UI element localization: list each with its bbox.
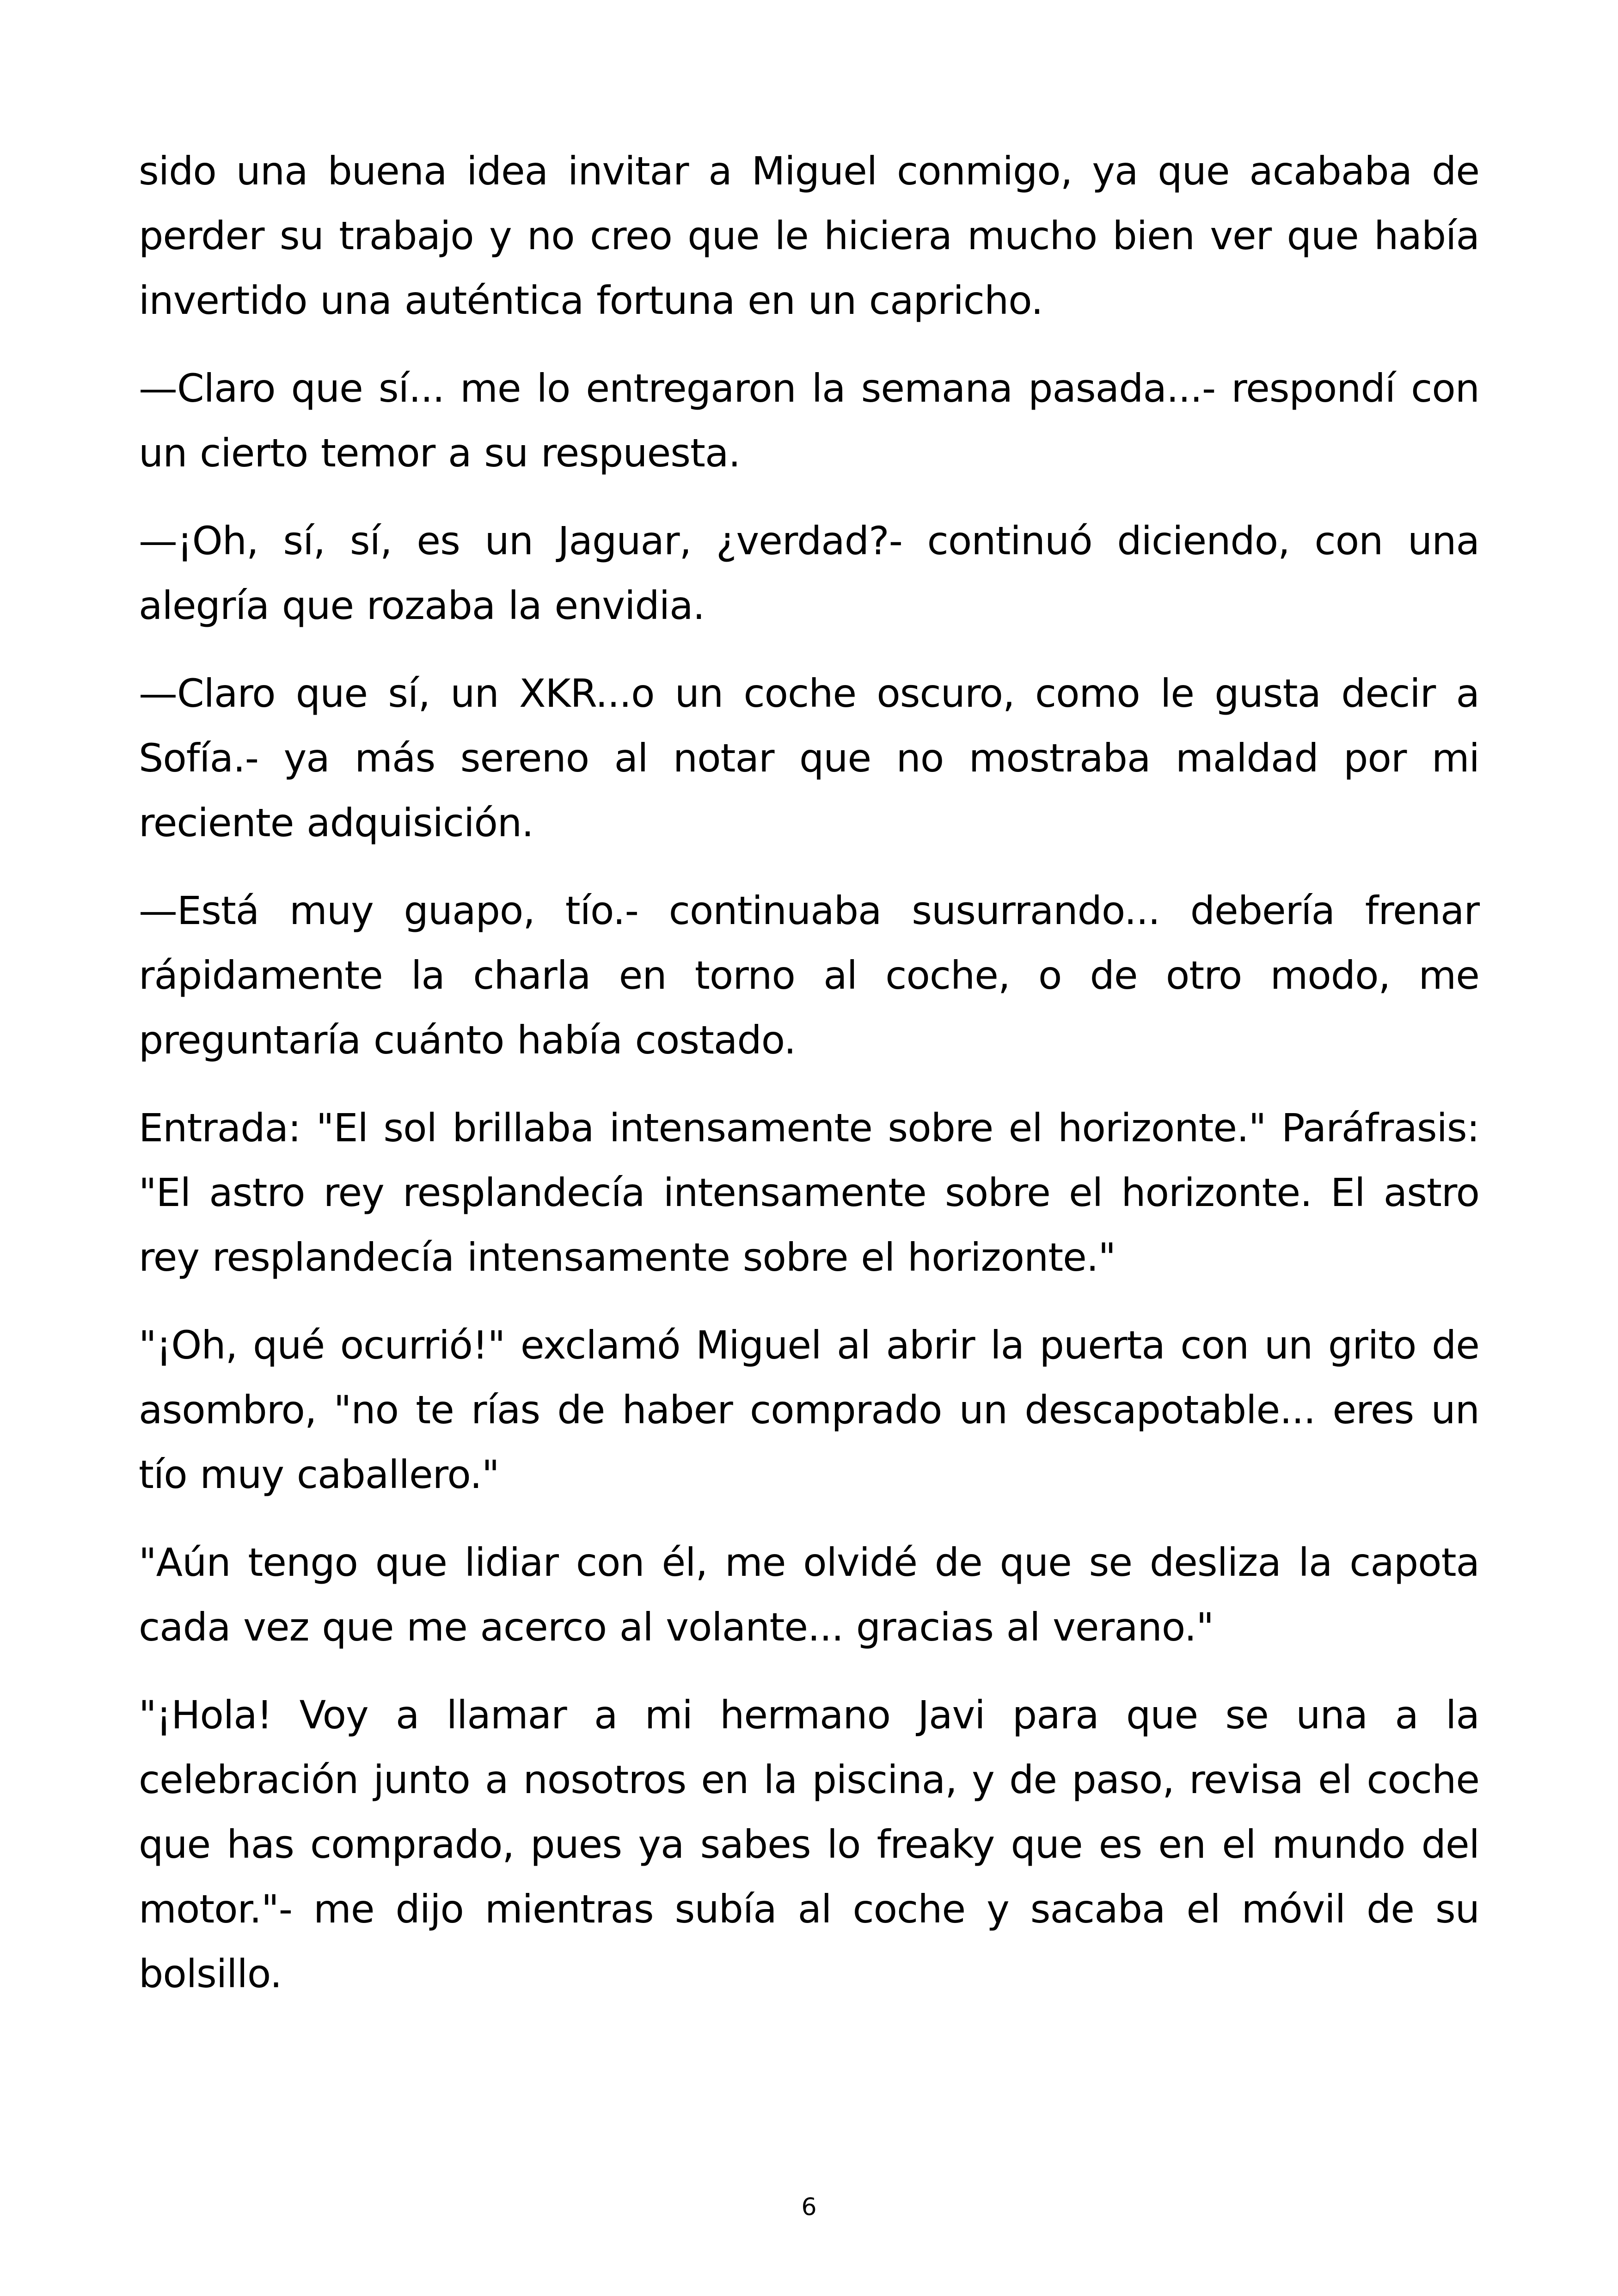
page-number: 6 (801, 2193, 817, 2221)
paragraph-3: —¡Oh, sí, sí, es un Jaguar, ¿verdad?- continuó diciendo, con una alegría que rozaba la envidia. (139, 518, 1479, 628)
paragraph-5: —Está muy guapo, tío.- continuaba susurrando... debería frenar rápidamente la charla en torno al coche, o de otro modo, me preguntaría cuánto había costado. (139, 888, 1479, 1063)
paragraph-6: Entrada: "El sol brillaba intensamente sobre el horizonte." Paráfrasis: "El astro rey resplandecía intensamente sobre el horizonte. El astro rey resplandecía intensamente sobre el horizonte." (139, 1105, 1479, 1280)
paragraph-1: sido una buena idea invitar a Miguel conmigo, ya que acababa de perder su trabajo y no creo que le hiciera mucho bien ver que había invertido una auténtica fortuna en un capricho. (139, 148, 1479, 323)
body-text (139, 139, 1479, 2029)
paragraph-7: "¡Oh, qué ocurrió!" exclamó Miguel al abrir la puerta con un grito de asombro, "no te rías de haber comprado un descapotable... eres un tío muy caballero." (139, 1322, 1479, 1497)
paragraph-4: —Claro que sí, un XKR...o un coche oscuro, como le gusta decir a Sofía.- ya más sereno al notar que no mostraba maldad por mi reciente adquisición. (139, 671, 1479, 845)
paragraph-2: —Claro que sí... me lo entregaron la semana pasada...- respondí con un cierto temor a su respuesta. (139, 366, 1479, 476)
paragraph-8: "Aún tengo que lidiar con él, me olvidé de que se desliza la capota cada vez que me acerco al volante... gracias al verano." (139, 1540, 1479, 1650)
paragraph-9: "¡Hola! Voy a llamar a mi hermano Javi para que se una a la celebración junto a nosotros en la piscina, y de paso, revisa el coche que has comprado, pues ya sabes lo freaky que es en el mundo del motor."- me dijo mientras subía al coche y sacaba el móvil de su bolsillo. (139, 1692, 1479, 1996)
